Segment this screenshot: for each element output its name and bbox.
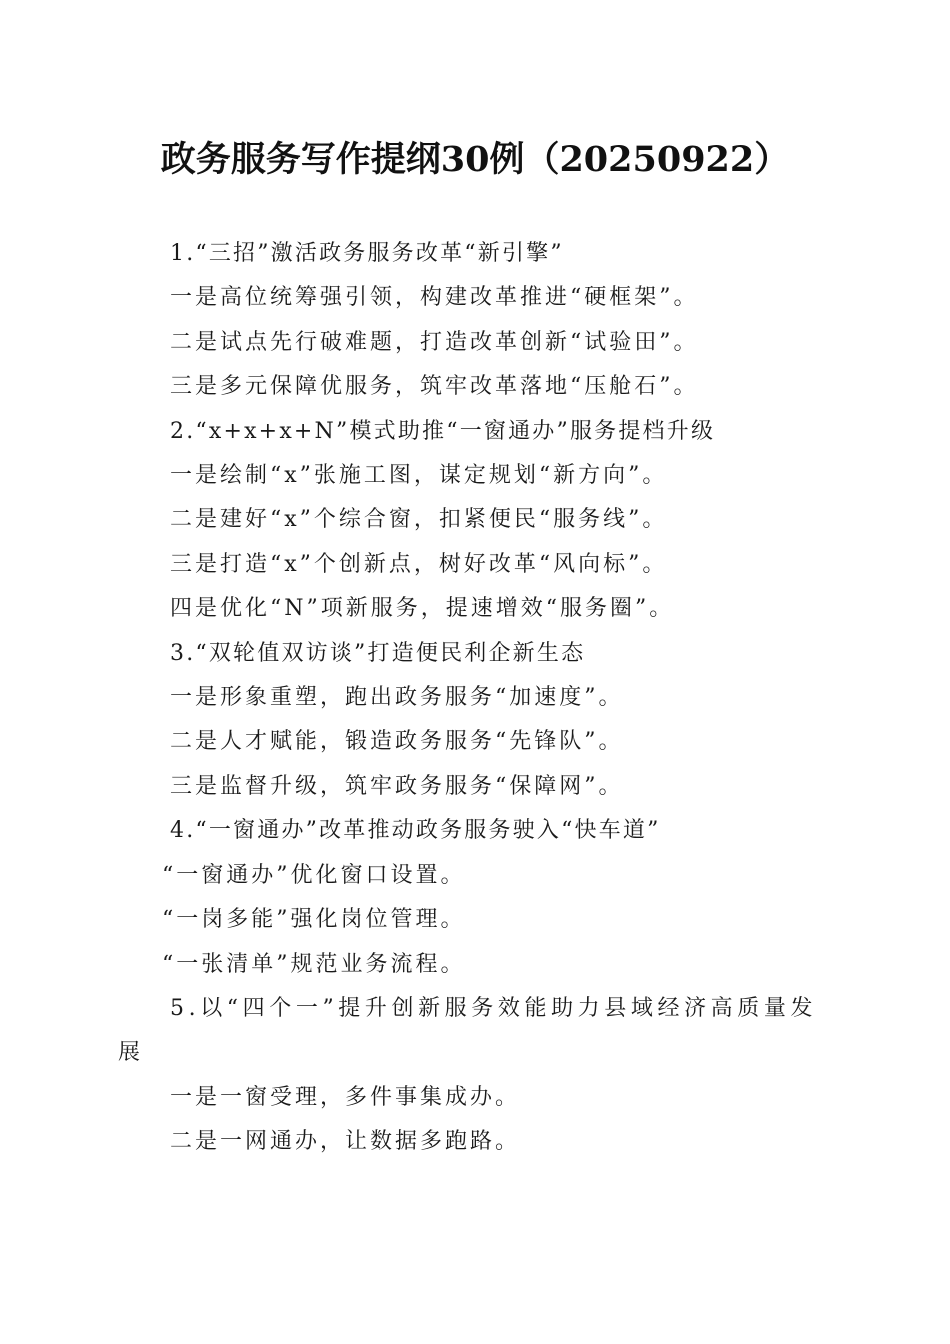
document-title: 政务服务写作提纲30例（20250922） — [160, 139, 790, 180]
outline-point: “一张清单”规范业务流程。 — [162, 951, 466, 977]
outline-point: 四是优化“N”项新服务，提速增效“服务圈”。 — [170, 596, 675, 622]
section-heading-3: 3.“双轮值双访谈”打造便民利企新生态 — [170, 640, 586, 666]
outline-point: 三是打造“x”个创新点，树好改革“风向标”。 — [170, 551, 668, 577]
outline-point: “一窗通办”优化窗口设置。 — [162, 862, 466, 888]
outline-point: “一岗多能”强化岗位管理。 — [162, 907, 466, 933]
section-heading-1: 1.“三招”激活政务服务改革“新引擎” — [170, 241, 564, 266]
outline-point: 二是试点先行破难题，打造改革创新“试验田”。 — [170, 329, 699, 355]
outline-point: 一是高位统筹强引领，构建改革推进“硬框架”。 — [170, 285, 699, 311]
outline-point: 二是建好“x”个综合窗，扣紧便民“服务线”。 — [170, 507, 668, 533]
document-body — [118, 232, 830, 1165]
outline-point: 一是绘制“x”张施工图，谋定规划“新方向”。 — [170, 463, 668, 489]
outline-point: 二是一网通办，让数据多跑路。 — [170, 1129, 521, 1155]
outline-point: 三是多元保障优服务，筑牢改革落地“压舱石”。 — [170, 374, 699, 400]
section-heading-4: 4.“一窗通办”改革推动政务服务驶入“快车道” — [170, 818, 661, 844]
outline-point: 三是监督升级，筑牢政务服务“保障网”。 — [170, 773, 624, 799]
section-heading-5: 5.以“四个一”提升创新服务效能助力县域经济高质量发展 — [118, 995, 818, 1066]
section-heading-2: 2.“x+x+x+N”模式助推“一窗通办”服务提档升级 — [170, 418, 716, 444]
outline-point: 二是人才赋能，锻造政务服务“先锋队”。 — [170, 729, 624, 755]
outline-point: 一是一窗受理，多件事集成办。 — [170, 1084, 521, 1110]
outline-point: 一是形象重塑，跑出政务服务“加速度”。 — [170, 685, 624, 711]
